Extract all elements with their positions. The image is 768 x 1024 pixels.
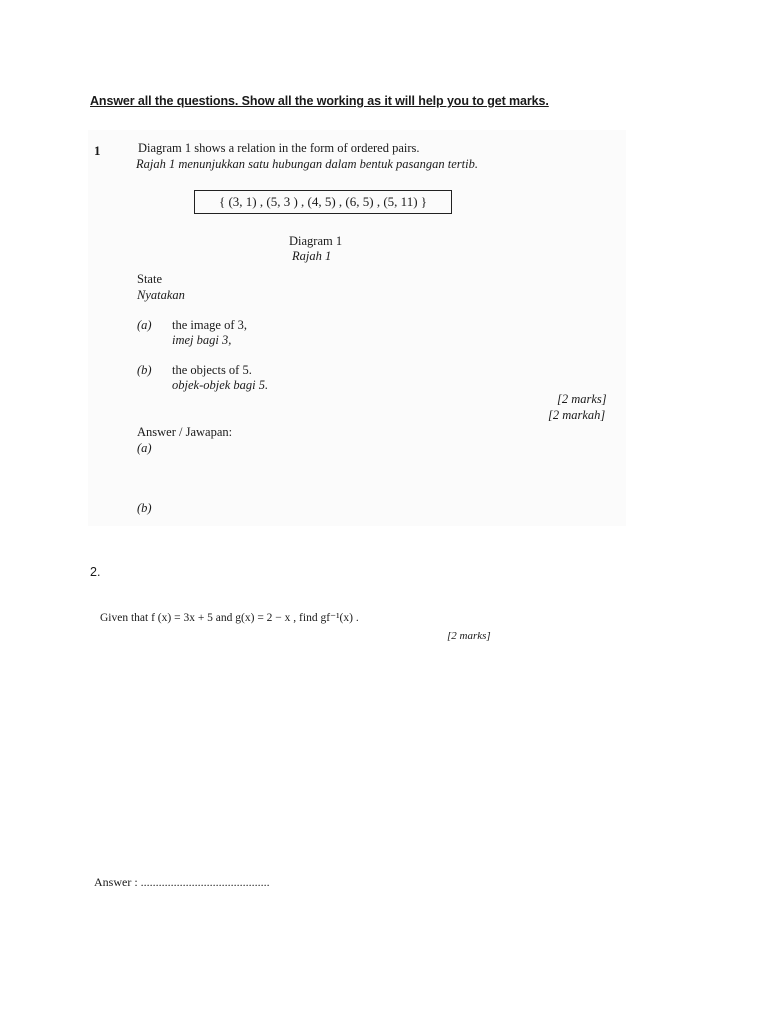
- ordered-pairs-set: { (3, 1) , (5, 3 ) , (4, 5) , (6, 5) , (5, 11) }: [218, 194, 428, 209]
- part-b-text-en: the objects of 5.: [172, 363, 252, 377]
- answer-part-a: (a): [137, 441, 152, 455]
- question-2-number: 2.: [90, 565, 101, 579]
- ordered-pairs-box: [194, 190, 452, 214]
- part-a-text-en: the image of 3,: [172, 318, 247, 332]
- part-b-text-ms: objek-objek bagi 5.: [172, 378, 269, 392]
- answer-label: Answer / Jawapan:: [137, 425, 233, 439]
- part-a-label: (a): [137, 318, 152, 332]
- question-1-number: 1: [94, 143, 101, 158]
- answer-part-b: (b): [137, 501, 152, 515]
- question-1-intro-en: Diagram 1 shows a relation in the form of ordered pairs.: [138, 141, 420, 155]
- question-2-marks: [2 marks]: [447, 630, 491, 642]
- question-2-answer-line: Answer : ...........................................: [94, 875, 270, 889]
- state-label-ms: Nyatakan: [137, 288, 185, 302]
- diagram-caption-en: Diagram 1: [289, 234, 343, 248]
- instructions: Answer all the questions. Show all the working as it will help you to get marks.: [90, 94, 549, 108]
- question-2-text: Given that f (x) = 3x + 5 and g(x) = 2 − x , find gf⁻¹(x) .: [100, 612, 359, 624]
- question-1-intro-ms: Rajah 1 menunjukkan satu hubungan dalam bentuk pasangan tertib.: [136, 157, 478, 171]
- part-b-label: (b): [137, 363, 152, 377]
- question-1-marks-en: [2 marks]: [557, 392, 607, 406]
- part-a-text-ms: imej bagi 3,: [172, 333, 232, 347]
- diagram-caption-ms: Rajah 1: [292, 249, 332, 263]
- state-label-en: State: [137, 272, 162, 286]
- question-1-marks-ms: [2 markah]: [548, 408, 606, 422]
